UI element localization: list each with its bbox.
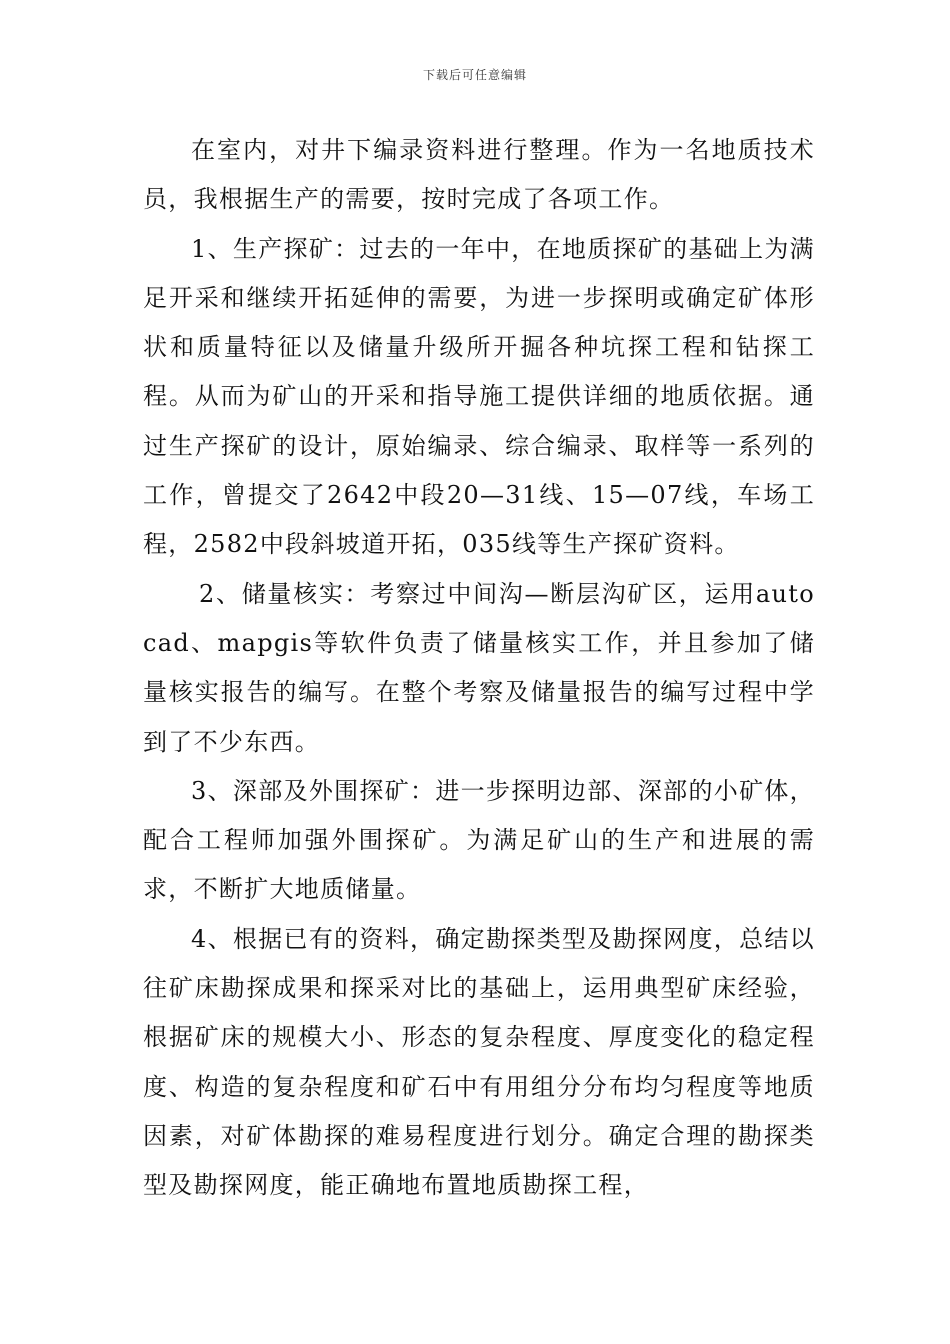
- header-note: 下载后可任意编辑: [422, 68, 527, 82]
- paragraph-deep-periphery-exploration: 3、深部及外围探矿：进一步探明边部、深部的小矿体，配合工程师加强外围探矿。为满足矿山的生产和进展的需求，不断扩大地质储量。: [143, 776, 815, 904]
- document-body: [143, 126, 815, 1211]
- paragraph-reserve-verification: 2、储量核实：考察过中间沟—断层沟矿区，运用autocad、mapgis等软件负责了储量核实工作，并且参加了储量核实报告的编写。在整个考察及储量报告的编写过程中学到了不少东西。: [143, 579, 815, 756]
- paragraph-exploration-type: 4、根据已有的资料，确定勘探类型及勘探网度，总结以往矿床勘探成果和探采对比的基础上，运用典型矿床经验，根据矿床的规模大小、形态的复杂程度、厚度变化的稳定程度、构造的复杂程度和矿石中有用组分分布均匀程度等地质因素，对矿体勘探的难易程度进行划分。确定合理的勘探类型及勘探网度，能正确地布置地质勘探工程，: [143, 924, 815, 1200]
- paragraph-production-exploration: 1、生产探矿：过去的一年中，在地质探矿的基础上为满足开采和继续开拓延伸的需要，为进一步探明或确定矿体形状和质量特征以及储量升级所开掘各种坑探工程和钻探工程。从而为矿山的开采和指导施工提供详细的地质依据。通过生产探矿的设计，原始编录、综合编录、取样等一系列的工作，曾提交了2642中段20—31线、15—07线，车场工程，2582中段斜坡道开拓，035线等生产探矿资料。: [143, 234, 815, 559]
- paragraph-intro: 在室内，对井下编录资料进行整理。作为一名地质技术员，我根据生产的需要，按时完成了各项工作。: [143, 136, 815, 214]
